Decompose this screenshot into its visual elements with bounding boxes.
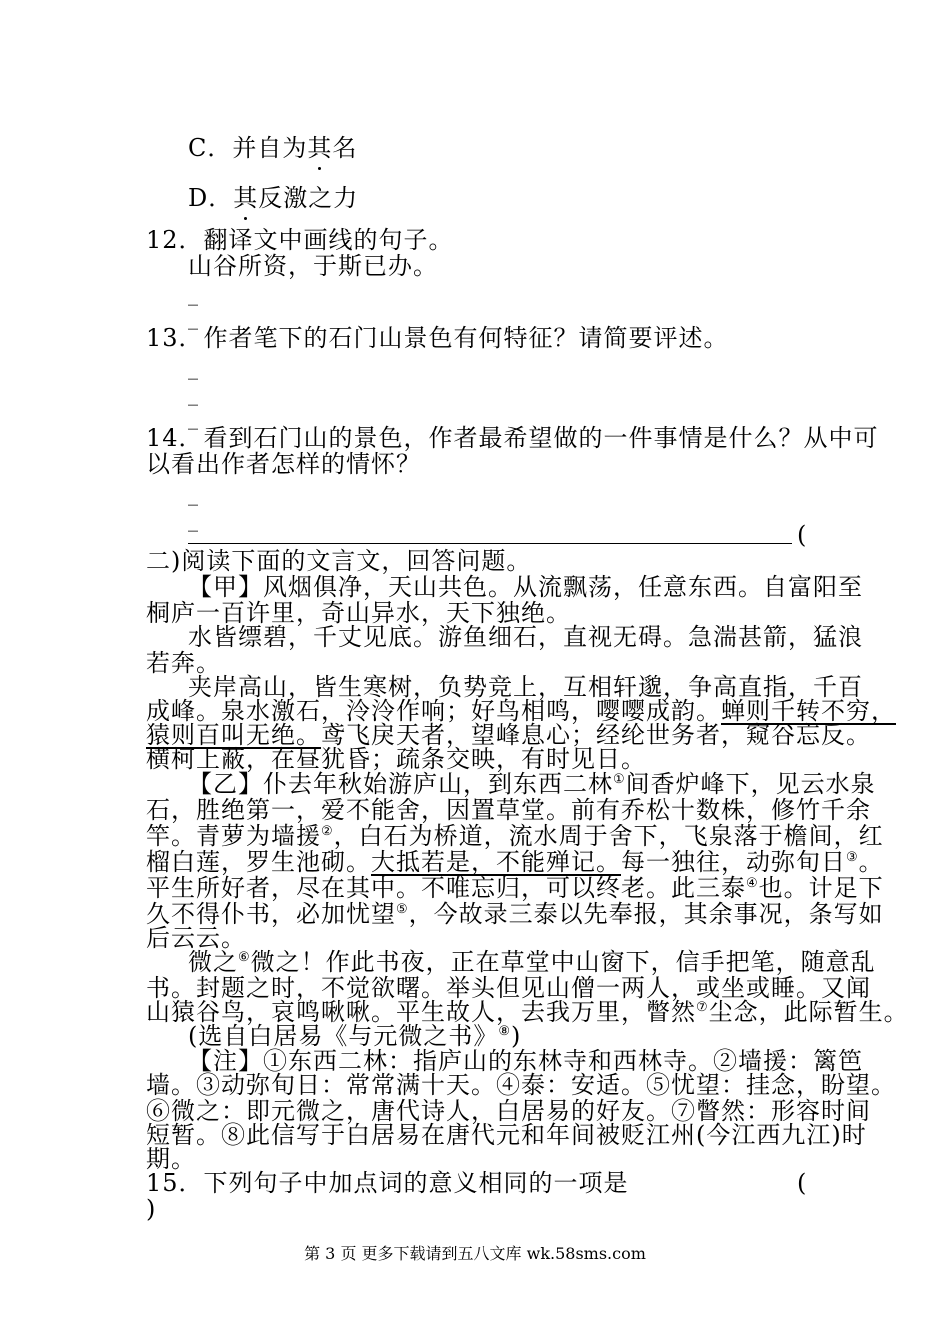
option-d: D．其反激之力 — [188, 184, 359, 212]
passage-yi: 竿。青萝为墙援②，白石为桥道，流水周于舍下，飞泉落于檐间，红 — [146, 822, 884, 850]
question-14-line1: 14．看到石门山的景色，作者最希望做的一件事情是什么？从中可 — [146, 424, 879, 452]
passage-yi: 石，胜绝第一，爱不能舍，因置草堂。前有乔松十数株，修竹千余 — [146, 796, 871, 824]
passage-jia: 【甲】风烟俱净，天山共色。从流飘荡，任意东西。自富阳至 — [188, 573, 863, 601]
question-12-sentence: 山谷所资，于斯已办。 — [188, 252, 438, 280]
question-14-line2: 以看出作者怎样的情怀？ — [146, 450, 421, 478]
passage-jia: 猿则百叫无绝。鸢飞戾天者，望峰息心；经纶世务者，窥谷忘反。 — [146, 721, 871, 749]
passage-yi: 【乙】仆去年秋始游庐山，到东西二林①间香炉峰下，见云水泉 — [188, 770, 876, 798]
section-heading: 二)阅读下面的文言文，回答问题。 — [146, 547, 532, 575]
passage-yi: 后云云。 — [146, 924, 246, 952]
passage-yi: 榴白莲，罗生池砌。大抵若是，不能殚记。每一独往，动弥旬日③。 — [146, 848, 884, 876]
paren-open: ( — [797, 521, 808, 549]
answer-line: _ — [188, 406, 198, 430]
paren-close: ) — [146, 1195, 157, 1223]
passage-yi: 平生所好者，尽在其中。不唯忘归，可以终老。此三泰④也。计足下 — [146, 874, 884, 902]
page-footer: 第 3 页 更多下载请到五八文库 wk.58sms.com — [304, 1244, 646, 1263]
passage-yi: 山猿谷鸟，哀鸣啾啾。平生故人，去我万里，瞥然⑦尘念，此际暂生。 — [146, 998, 909, 1026]
passage-jia: 桐庐一百许里，奇山异水，天下独绝。 — [146, 599, 571, 627]
answer-line: _ — [188, 282, 198, 306]
notes: 墙。③动弥旬日：常常满十天。④泰：安适。⑤忧望：挂念，盼望。 — [146, 1071, 896, 1099]
answer-line: _ — [188, 356, 198, 380]
notes: 【注】①东西二林：指庐山的东林寺和西林寺。②墙援：篱笆 — [188, 1047, 863, 1075]
answer-line: _ — [188, 382, 198, 406]
answer-line: _ — [188, 482, 198, 506]
question-12: 12．翻译文中画线的句子。 — [146, 226, 454, 254]
answer-line: _ — [188, 306, 198, 330]
answer-line: _ — [188, 508, 198, 532]
notes: ⑥微之：即元微之，唐代诗人，白居易的好友。⑦瞥然：形容时间 — [146, 1097, 871, 1125]
question-13: 13．作者笔下的石门山景色有何特征？请简要评述。 — [146, 324, 729, 352]
question-15: 15．下列句子中加点词的意义相同的一项是 — [146, 1169, 629, 1197]
passage-yi: 久不得仆书，必加忧望⑤，今故录三泰以先奉报，其余事况，条写如 — [146, 900, 884, 928]
answer-rule — [188, 543, 792, 544]
notes: 短暂。⑧此信写于白居易在唐代元和年间被贬江州(今江西九江)时 — [146, 1121, 867, 1149]
passage-source: (选自白居易《与元微之书》⑧) — [188, 1022, 522, 1050]
passage-yi: 微之⑥微之！作此书夜，正在草堂中山窗下，信手把笔，随意乱 — [188, 948, 876, 976]
notes: 期。 — [146, 1145, 196, 1173]
passage-jia: 横柯上蔽，在昼犹昏；疏条交映，有时见日。 — [146, 745, 646, 773]
passage-jia: 若奔。 — [146, 649, 221, 677]
passage-yi: 书。封题之时，不觉欲曙。举头但见山僧一两人，或坐或睡。又闻 — [146, 974, 871, 1002]
passage-jia: 夹岸高山，皆生寒树，负势竞上，互相轩邈，争高直指，千百 — [188, 673, 863, 701]
paren-open: ( — [797, 1169, 808, 1197]
passage-jia: 成峰。泉水激石，泠泠作响；好鸟相鸣，嘤嘤成韵。蝉则千转不穷， — [146, 697, 896, 725]
option-c: C．并自为其名 — [188, 134, 358, 162]
passage-jia: 水皆缥碧，千丈见底。游鱼细石，直视无碍。急湍甚箭，猛浪 — [188, 623, 863, 651]
